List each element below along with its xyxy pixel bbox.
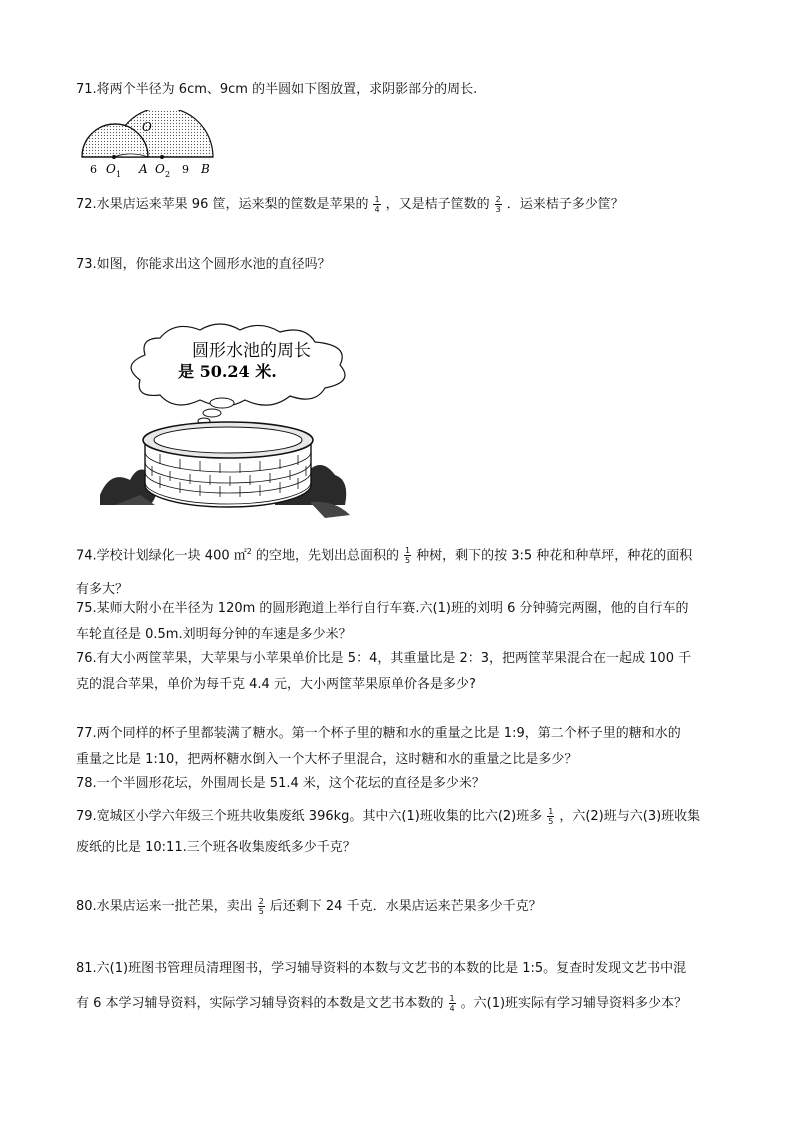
question-81-part2: 。六(1)班实际有学习辅导资料多少本？ (460, 996, 688, 1011)
question-80-part2: 后还剩下 24 千克．水果店运来芒果多少千克？ (269, 899, 542, 914)
label-O: O (142, 120, 152, 134)
question-80 (76, 894, 722, 920)
question-72-part3: ．运来桔子多少筐？ (506, 197, 624, 212)
label-O1: O (106, 162, 116, 176)
question-76 (76, 646, 722, 698)
question-73-text: 73.如图，你能求出这个圆形水池的直径吗？ (76, 257, 331, 272)
question-78-text: 78.一个半圆形花坛，外围周长是 51.4 米，这个花坛的直径是多少米？ (76, 776, 485, 791)
question-76-line2: 克的混合苹果，单价为每千克 4.4 元，大小两筐苹果原单价各是多少? (76, 677, 476, 692)
question-77-line2: 重量之比是 1:10，把两杯糖水倒入一个大杯子里混合，这时糖和水的重量之比是多少？ (76, 752, 578, 767)
question-75 (76, 596, 722, 648)
point-O2 (160, 155, 164, 159)
fraction-two-thirds: $\frac{2}{3}$ (495, 195, 501, 214)
question-74-part1: 74.学校计划绿化一块 400 ㎡ (76, 548, 247, 564)
question-71-text: 71.将两个半径为 6cm、9cm 的半圆如下图放置，求阴影部分的周长. (76, 82, 478, 97)
label-O1-sub: 1 (116, 170, 122, 179)
question-77 (76, 721, 722, 773)
question-81-line1: 81.六(1)班图书管理员清理图书，学习辅导资料的本数与文艺书的本数的比是 1:5。复查时发现文艺书中混 (76, 961, 687, 976)
fraction-one-quarter: $\frac{1}{4}$ (449, 994, 455, 1013)
question-79 (76, 803, 722, 861)
question-79-line2: 废纸的比是 10:11.三个班各收集废纸多少千克？ (76, 840, 356, 855)
question-79-part1: 79.宽城区小学六年级三个班共收集废纸 396kg。其中六(1)班收集的比六(2)班多 (76, 809, 543, 824)
label-A: A (139, 162, 148, 176)
thought-bubble-1 (210, 398, 234, 408)
question-71 (76, 77, 722, 103)
question-81 (76, 956, 722, 1018)
question-80-part1: 80.水果店运来一批芒果，卖出 (76, 899, 253, 914)
cloud-text-line1: 圆形水池的周长 (192, 341, 311, 361)
question-73 (76, 252, 722, 278)
question-74 (76, 538, 722, 603)
label-O2: O (155, 162, 165, 176)
fraction-one-quarter: $\frac{1}{4}$ (374, 195, 380, 214)
cloud-text-line2: 是 50.24 米. (178, 362, 277, 381)
question-72-part1: 72.水果店运来苹果 96 筐，运来梨的筐数是苹果的 (76, 197, 369, 212)
pool-illustration (100, 320, 355, 525)
question-72-part2: ，又是桔子筐数的 (385, 197, 490, 212)
pool-water (154, 427, 302, 453)
fraction-one-fifth: $\frac{1}{5}$ (405, 546, 411, 566)
question-74-part2: 的空地，先划出总面积的 (256, 548, 400, 564)
question-75-line1: 75.某师大附小在半径为 120m 的圆形跑道上举行自行车赛.六(1)班的刘明 6 分钟骑完两圈，他的自行车的 (76, 601, 689, 616)
question-74-line2: 有多大？ (76, 582, 129, 598)
fraction-one-fifth: $\frac{1}{5}$ (548, 807, 554, 826)
label-O2-sub: 2 (165, 170, 171, 179)
question-78 (76, 771, 722, 797)
question-77-line1: 77.两个同样的杯子里都装满了糖水。第一个杯子里的糖和水的重量之比是 1:9，第二个杯子里的糖和水的 (76, 726, 681, 741)
question-72 (76, 192, 722, 218)
thought-bubble-2 (203, 409, 221, 417)
superscript-2: 2 (246, 547, 252, 556)
question-75-line2: 车轮直径是 0.5m.刘明每分钟的车速是多少米？ (76, 627, 352, 642)
question-79-part2: ，六(2)班与六(3)班收集 (559, 809, 701, 824)
question-81-part1: 有 6 本学习辅导资料，实际学习辅导资料的本数是文艺书本数的 (76, 996, 444, 1011)
label-6: 6 (90, 163, 97, 176)
point-O1 (112, 155, 116, 159)
fraction-two-fifths: $\frac{2}{5}$ (258, 897, 264, 916)
semicircles-figure (76, 110, 226, 180)
label-B: B (201, 162, 210, 176)
question-74-part3: 种树，剩下的按 3:5 种花和种草坪，种花的面积 (416, 548, 693, 564)
question-76-line1: 76.有大小两筐苹果，大苹果与小苹果单价比是 5：4，其重量比是 2：3，把两筐苹果混合在一起成 100 千 (76, 651, 692, 666)
label-9: 9 (182, 163, 189, 176)
